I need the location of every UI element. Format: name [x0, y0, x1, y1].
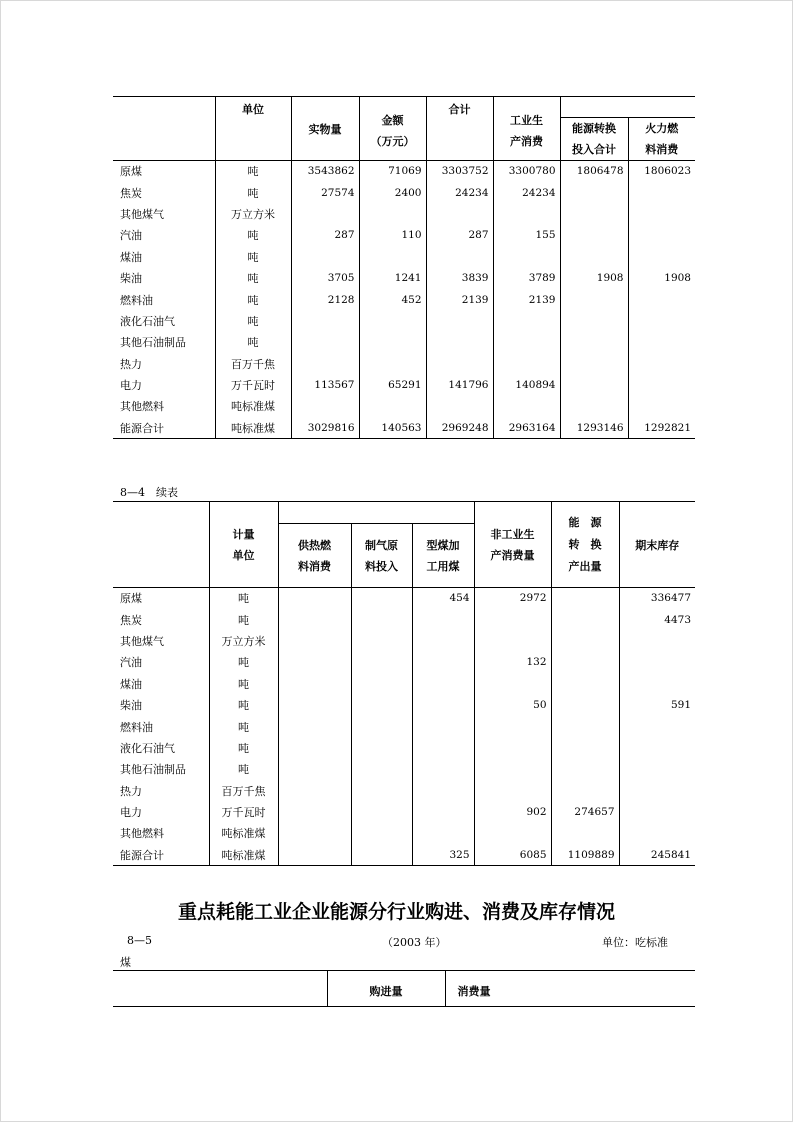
header-gas-line2: 料投入	[365, 559, 398, 573]
cell-heating	[278, 759, 351, 780]
cell-gas	[351, 801, 412, 822]
row-unit: 吨	[209, 652, 278, 673]
table-row	[113, 780, 695, 801]
cell-output	[551, 716, 619, 737]
cell-physical	[291, 332, 359, 353]
cell-output	[551, 673, 619, 694]
header-conversion-line2: 投入合计	[572, 143, 616, 156]
cell-stock: 4473	[619, 609, 695, 630]
header-briquette-line2: 工用煤	[426, 559, 460, 573]
row-unit: 吨标准煤	[215, 396, 291, 417]
header-group-blank	[560, 97, 695, 118]
cell-total: 2969248	[426, 417, 493, 438]
header-heating-fuel	[278, 524, 351, 588]
cell-industrial: 155	[493, 225, 560, 246]
row-name: 能源合计	[113, 844, 209, 865]
cell-conversion	[560, 289, 628, 310]
cell-amount: 1241	[359, 267, 426, 288]
table-row	[113, 374, 695, 395]
cell-total: 287	[426, 225, 493, 246]
row-name: 其他燃料	[120, 827, 164, 841]
header-industrial-consumption	[493, 97, 560, 161]
row-unit: 吨标准煤	[215, 417, 291, 438]
cell-heating	[278, 780, 351, 801]
cell-amount	[359, 396, 426, 417]
table-row	[113, 203, 695, 224]
row-name: 其他煤气	[120, 634, 164, 648]
cell-thermal	[628, 310, 695, 331]
cell-stock	[619, 801, 695, 822]
cell-briquette	[412, 801, 474, 822]
cell-nonind	[474, 737, 551, 758]
row-unit: 吨	[215, 225, 291, 246]
cell-briquette	[412, 823, 474, 844]
header-purchase: 购进量	[327, 971, 445, 1007]
cell-heating	[278, 716, 351, 737]
cell-amount: 65291	[359, 374, 426, 395]
cell-output	[551, 588, 619, 609]
table-row	[113, 310, 695, 331]
cell-nonind: 2972	[474, 588, 551, 609]
cell-briquette	[412, 630, 474, 651]
table-row	[113, 588, 695, 609]
header-group-blank-2	[278, 502, 474, 524]
cell-output	[551, 630, 619, 651]
cell-stock	[619, 737, 695, 758]
cell-output	[551, 652, 619, 673]
row-name: 煤油	[120, 677, 142, 691]
table-row	[113, 289, 695, 310]
cell-conversion	[560, 374, 628, 395]
row-unit: 吨	[209, 694, 278, 715]
row-name: 其他燃料	[120, 400, 164, 414]
cell-industrial: 2139	[493, 289, 560, 310]
row-unit: 吨标准煤	[209, 844, 278, 865]
cell-stock: 245841	[619, 844, 695, 865]
row-unit: 吨	[215, 289, 291, 310]
row-name: 燃料油	[120, 720, 153, 734]
cell-nonind	[474, 716, 551, 737]
row-unit: 吨	[215, 161, 291, 182]
row-name: 原煤	[113, 588, 209, 609]
header-blank	[113, 97, 215, 161]
cell-physical: 3029816	[291, 417, 359, 438]
cell-stock	[619, 630, 695, 651]
header-conversion-line1: 能源转换	[572, 122, 616, 135]
cell-briquette	[412, 694, 474, 715]
row-unit: 吨	[209, 759, 278, 780]
header-unit2-line1: 计量	[232, 528, 255, 541]
row-unit: 吨	[209, 716, 278, 737]
cell-conversion	[560, 225, 628, 246]
row-unit: 万千瓦时	[209, 801, 278, 822]
row-name: 汽油	[120, 656, 142, 670]
row-unit: 万立方米	[209, 630, 278, 651]
cell-conversion	[560, 396, 628, 417]
cell-physical	[291, 246, 359, 267]
cell-industrial	[493, 332, 560, 353]
header-gas-line1: 制气原	[365, 538, 398, 552]
cell-nonind: 902	[474, 801, 551, 822]
cell-nonind	[474, 780, 551, 801]
cell-amount: 140563	[359, 417, 426, 438]
cell-gas	[351, 652, 412, 673]
header-amount	[359, 97, 426, 161]
cell-gas	[351, 609, 412, 630]
cell-physical: 287	[291, 225, 359, 246]
row-name: 燃料油	[120, 293, 153, 307]
table-row	[113, 737, 695, 758]
cell-conversion	[560, 310, 628, 331]
header-physical-quantity: 实物量	[291, 97, 359, 161]
cell-stock	[619, 716, 695, 737]
header-unit: 单位	[215, 97, 291, 161]
cell-briquette	[412, 737, 474, 758]
table-row	[113, 246, 695, 267]
table-row	[113, 396, 695, 417]
cell-gas	[351, 673, 412, 694]
cell-gas	[351, 737, 412, 758]
cell-output: 274657	[551, 801, 619, 822]
cell-thermal: 1908	[628, 267, 695, 288]
row-name: 其他煤气	[120, 207, 164, 221]
cell-industrial	[493, 310, 560, 331]
row-name: 液化石油气	[120, 741, 175, 755]
row-name: 液化石油气	[120, 314, 175, 328]
row-unit: 吨	[209, 609, 278, 630]
header-briquette-line1: 型煤加	[426, 538, 460, 552]
cell-conversion: 1293146	[560, 417, 628, 438]
cell-gas	[351, 630, 412, 651]
cell-thermal	[628, 182, 695, 203]
table-row	[113, 652, 695, 673]
cell-physical	[291, 353, 359, 374]
cell-industrial	[493, 396, 560, 417]
cell-stock	[619, 780, 695, 801]
cell-gas	[351, 823, 412, 844]
row-unit: 吨	[215, 310, 291, 331]
row-name: 其他石油制品	[120, 763, 186, 777]
cell-industrial: 3300780	[493, 161, 560, 182]
cell-heating	[278, 694, 351, 715]
cell-heating	[278, 630, 351, 651]
row-unit: 吨	[215, 267, 291, 288]
cell-stock	[619, 823, 695, 844]
cell-industrial: 140894	[493, 374, 560, 395]
cell-gas	[351, 588, 412, 609]
cell-physical	[291, 310, 359, 331]
header-blank-3	[113, 971, 327, 1007]
row-name: 热力	[120, 784, 142, 798]
cell-heating	[278, 823, 351, 844]
cell-nonind	[474, 759, 551, 780]
cell-briquette: 454	[412, 588, 474, 609]
row-name: 柴油	[120, 699, 142, 713]
header-nonindustrial-consumption	[474, 502, 551, 588]
header-conversion-output	[551, 502, 619, 588]
energy-table-3	[113, 970, 695, 1007]
table-row	[113, 332, 695, 353]
cell-stock: 336477	[619, 588, 695, 609]
cell-briquette	[412, 673, 474, 694]
header-output-line2: 转 换	[568, 537, 602, 551]
energy-table-1	[113, 96, 695, 439]
cell-total	[426, 353, 493, 374]
cell-gas	[351, 780, 412, 801]
header-industrial-line1: 工业生	[510, 114, 543, 127]
section-title: 重点耗能工业企业能源分行业购进、消费及库存情况	[177, 901, 615, 923]
header-total: 合计	[426, 97, 493, 161]
table-row	[113, 417, 695, 438]
header-thermal-line1: 火力燃	[645, 122, 679, 135]
table-row	[113, 716, 695, 737]
header-measurement-unit	[209, 502, 278, 588]
row-name: 焦炭	[120, 613, 142, 627]
cell-industrial	[493, 246, 560, 267]
cell-nonind	[474, 609, 551, 630]
cell-gas	[351, 759, 412, 780]
cell-total: 3839	[426, 267, 493, 288]
header-output-line3: 产出量	[568, 559, 602, 573]
cell-industrial	[493, 203, 560, 224]
cell-amount	[359, 203, 426, 224]
table-2-caption: 8—4 续表	[120, 486, 178, 499]
cell-physical: 2128	[291, 289, 359, 310]
row-unit: 吨	[215, 332, 291, 353]
cell-stock	[619, 673, 695, 694]
header-thermal-fuel	[628, 118, 695, 161]
cell-amount: 2400	[359, 182, 426, 203]
cell-total: 3303752	[426, 161, 493, 182]
cell-thermal	[628, 225, 695, 246]
table-row	[113, 673, 695, 694]
cell-output	[551, 759, 619, 780]
row-unit: 万立方米	[215, 203, 291, 224]
cell-briquette: 325	[412, 844, 474, 865]
cell-conversion: 1806478	[560, 161, 628, 182]
cell-total: 141796	[426, 374, 493, 395]
table-row	[113, 823, 695, 844]
row-name: 汽油	[120, 229, 142, 243]
cell-amount: 71069	[359, 161, 426, 182]
cell-heating	[278, 588, 351, 609]
header-ending-stock: 期末库存	[619, 502, 695, 588]
cell-physical: 113567	[291, 374, 359, 395]
table-row	[113, 267, 695, 288]
cell-briquette	[412, 716, 474, 737]
row-name: 电力	[120, 379, 142, 393]
table-row	[113, 609, 695, 630]
header-unit2-line2: 单位	[232, 549, 255, 562]
cell-nonind: 6085	[474, 844, 551, 865]
cell-amount	[359, 332, 426, 353]
cell-gas	[351, 844, 412, 865]
header-amount-line2: （万元）	[370, 135, 415, 148]
table-row	[113, 759, 695, 780]
row-unit: 百万千焦	[215, 353, 291, 374]
cell-total	[426, 203, 493, 224]
table-row	[113, 694, 695, 715]
cell-total	[426, 310, 493, 331]
cell-amount	[359, 246, 426, 267]
cell-conversion	[560, 332, 628, 353]
cell-output	[551, 823, 619, 844]
cell-total	[426, 246, 493, 267]
cell-amount	[359, 353, 426, 374]
table-row	[113, 844, 695, 865]
cell-industrial: 2963164	[493, 417, 560, 438]
table-row	[113, 161, 695, 182]
cell-physical: 3705	[291, 267, 359, 288]
row-name: 能源合计	[113, 417, 215, 438]
cell-nonind: 50	[474, 694, 551, 715]
table-3-unit-label: 单位：吃标准	[602, 936, 668, 949]
cell-briquette	[412, 780, 474, 801]
cell-thermal	[628, 332, 695, 353]
cell-physical	[291, 203, 359, 224]
cell-stock	[619, 652, 695, 673]
cell-total: 24234	[426, 182, 493, 203]
energy-table-2	[113, 501, 695, 866]
cell-thermal	[628, 374, 695, 395]
cell-heating	[278, 609, 351, 630]
header-gas-input	[351, 524, 412, 588]
cell-total: 2139	[426, 289, 493, 310]
cell-output	[551, 694, 619, 715]
cell-conversion	[560, 246, 628, 267]
cell-output: 1109889	[551, 844, 619, 865]
row-name: 电力	[120, 806, 142, 820]
cell-gas	[351, 716, 412, 737]
row-unit: 吨	[209, 737, 278, 758]
cell-thermal	[628, 246, 695, 267]
cell-heating	[278, 801, 351, 822]
cell-gas	[351, 694, 412, 715]
cell-amount	[359, 310, 426, 331]
cell-heating	[278, 673, 351, 694]
cell-stock: 591	[619, 694, 695, 715]
table-3-number: 8—5	[127, 934, 152, 947]
cell-heating	[278, 844, 351, 865]
cell-thermal	[628, 396, 695, 417]
cell-nonind	[474, 673, 551, 694]
cell-thermal	[628, 353, 695, 374]
table-row	[113, 353, 695, 374]
row-name: 煤油	[120, 250, 142, 264]
header-nonind-line1: 非工业生	[490, 527, 535, 541]
cell-conversion	[560, 182, 628, 203]
table-row	[113, 182, 695, 203]
cell-total	[426, 396, 493, 417]
cell-heating	[278, 652, 351, 673]
cell-heating	[278, 737, 351, 758]
cell-thermal: 1292821	[628, 417, 695, 438]
cell-thermal: 1806023	[628, 161, 695, 182]
header-heating-line2: 料消费	[298, 559, 331, 573]
row-name: 原煤	[113, 161, 215, 182]
row-unit: 吨标准煤	[209, 823, 278, 844]
cell-output	[551, 780, 619, 801]
cell-conversion: 1908	[560, 267, 628, 288]
cell-conversion	[560, 353, 628, 374]
cell-output	[551, 609, 619, 630]
header-blank-2	[113, 502, 209, 588]
cell-conversion	[560, 203, 628, 224]
header-heating-line1: 供热燃	[298, 538, 331, 552]
cell-nonind	[474, 630, 551, 651]
header-conversion-input	[560, 118, 628, 161]
cell-thermal	[628, 203, 695, 224]
cell-industrial	[493, 353, 560, 374]
header-output-line1: 能 源	[568, 515, 602, 529]
table-row	[113, 225, 695, 246]
cell-industrial: 24234	[493, 182, 560, 203]
cell-physical	[291, 396, 359, 417]
cell-total	[426, 332, 493, 353]
row-name: 焦炭	[120, 186, 142, 200]
row-unit: 万千瓦时	[215, 374, 291, 395]
cell-amount: 452	[359, 289, 426, 310]
row-unit: 吨	[209, 588, 278, 609]
row-unit: 吨	[215, 246, 291, 267]
row-name: 热力	[120, 357, 142, 371]
cell-thermal	[628, 289, 695, 310]
cell-stock	[619, 759, 695, 780]
header-consumption: 消费量	[445, 971, 695, 1007]
cell-nonind: 132	[474, 652, 551, 673]
table-3-unit-wrap: 煤	[120, 956, 131, 969]
header-briquette-coal	[412, 524, 474, 588]
cell-amount: 110	[359, 225, 426, 246]
cell-output	[551, 737, 619, 758]
row-name: 其他石油制品	[120, 336, 186, 350]
table-row	[113, 630, 695, 651]
header-thermal-line2: 料消费	[645, 143, 679, 156]
table-row	[113, 801, 695, 822]
cell-industrial: 3789	[493, 267, 560, 288]
cell-physical: 3543862	[291, 161, 359, 182]
table-3-year: （2003 年）	[382, 936, 447, 949]
cell-nonind	[474, 823, 551, 844]
row-unit: 吨	[209, 673, 278, 694]
row-unit: 吨	[215, 182, 291, 203]
header-nonind-line2: 产消费量	[490, 548, 535, 562]
cell-physical: 27574	[291, 182, 359, 203]
row-name: 柴油	[120, 272, 142, 286]
cell-briquette	[412, 609, 474, 630]
header-industrial-line2: 产消费	[510, 135, 543, 148]
cell-briquette	[412, 759, 474, 780]
row-unit: 百万千焦	[209, 780, 278, 801]
cell-briquette	[412, 652, 474, 673]
header-amount-line1: 金额	[381, 114, 404, 127]
